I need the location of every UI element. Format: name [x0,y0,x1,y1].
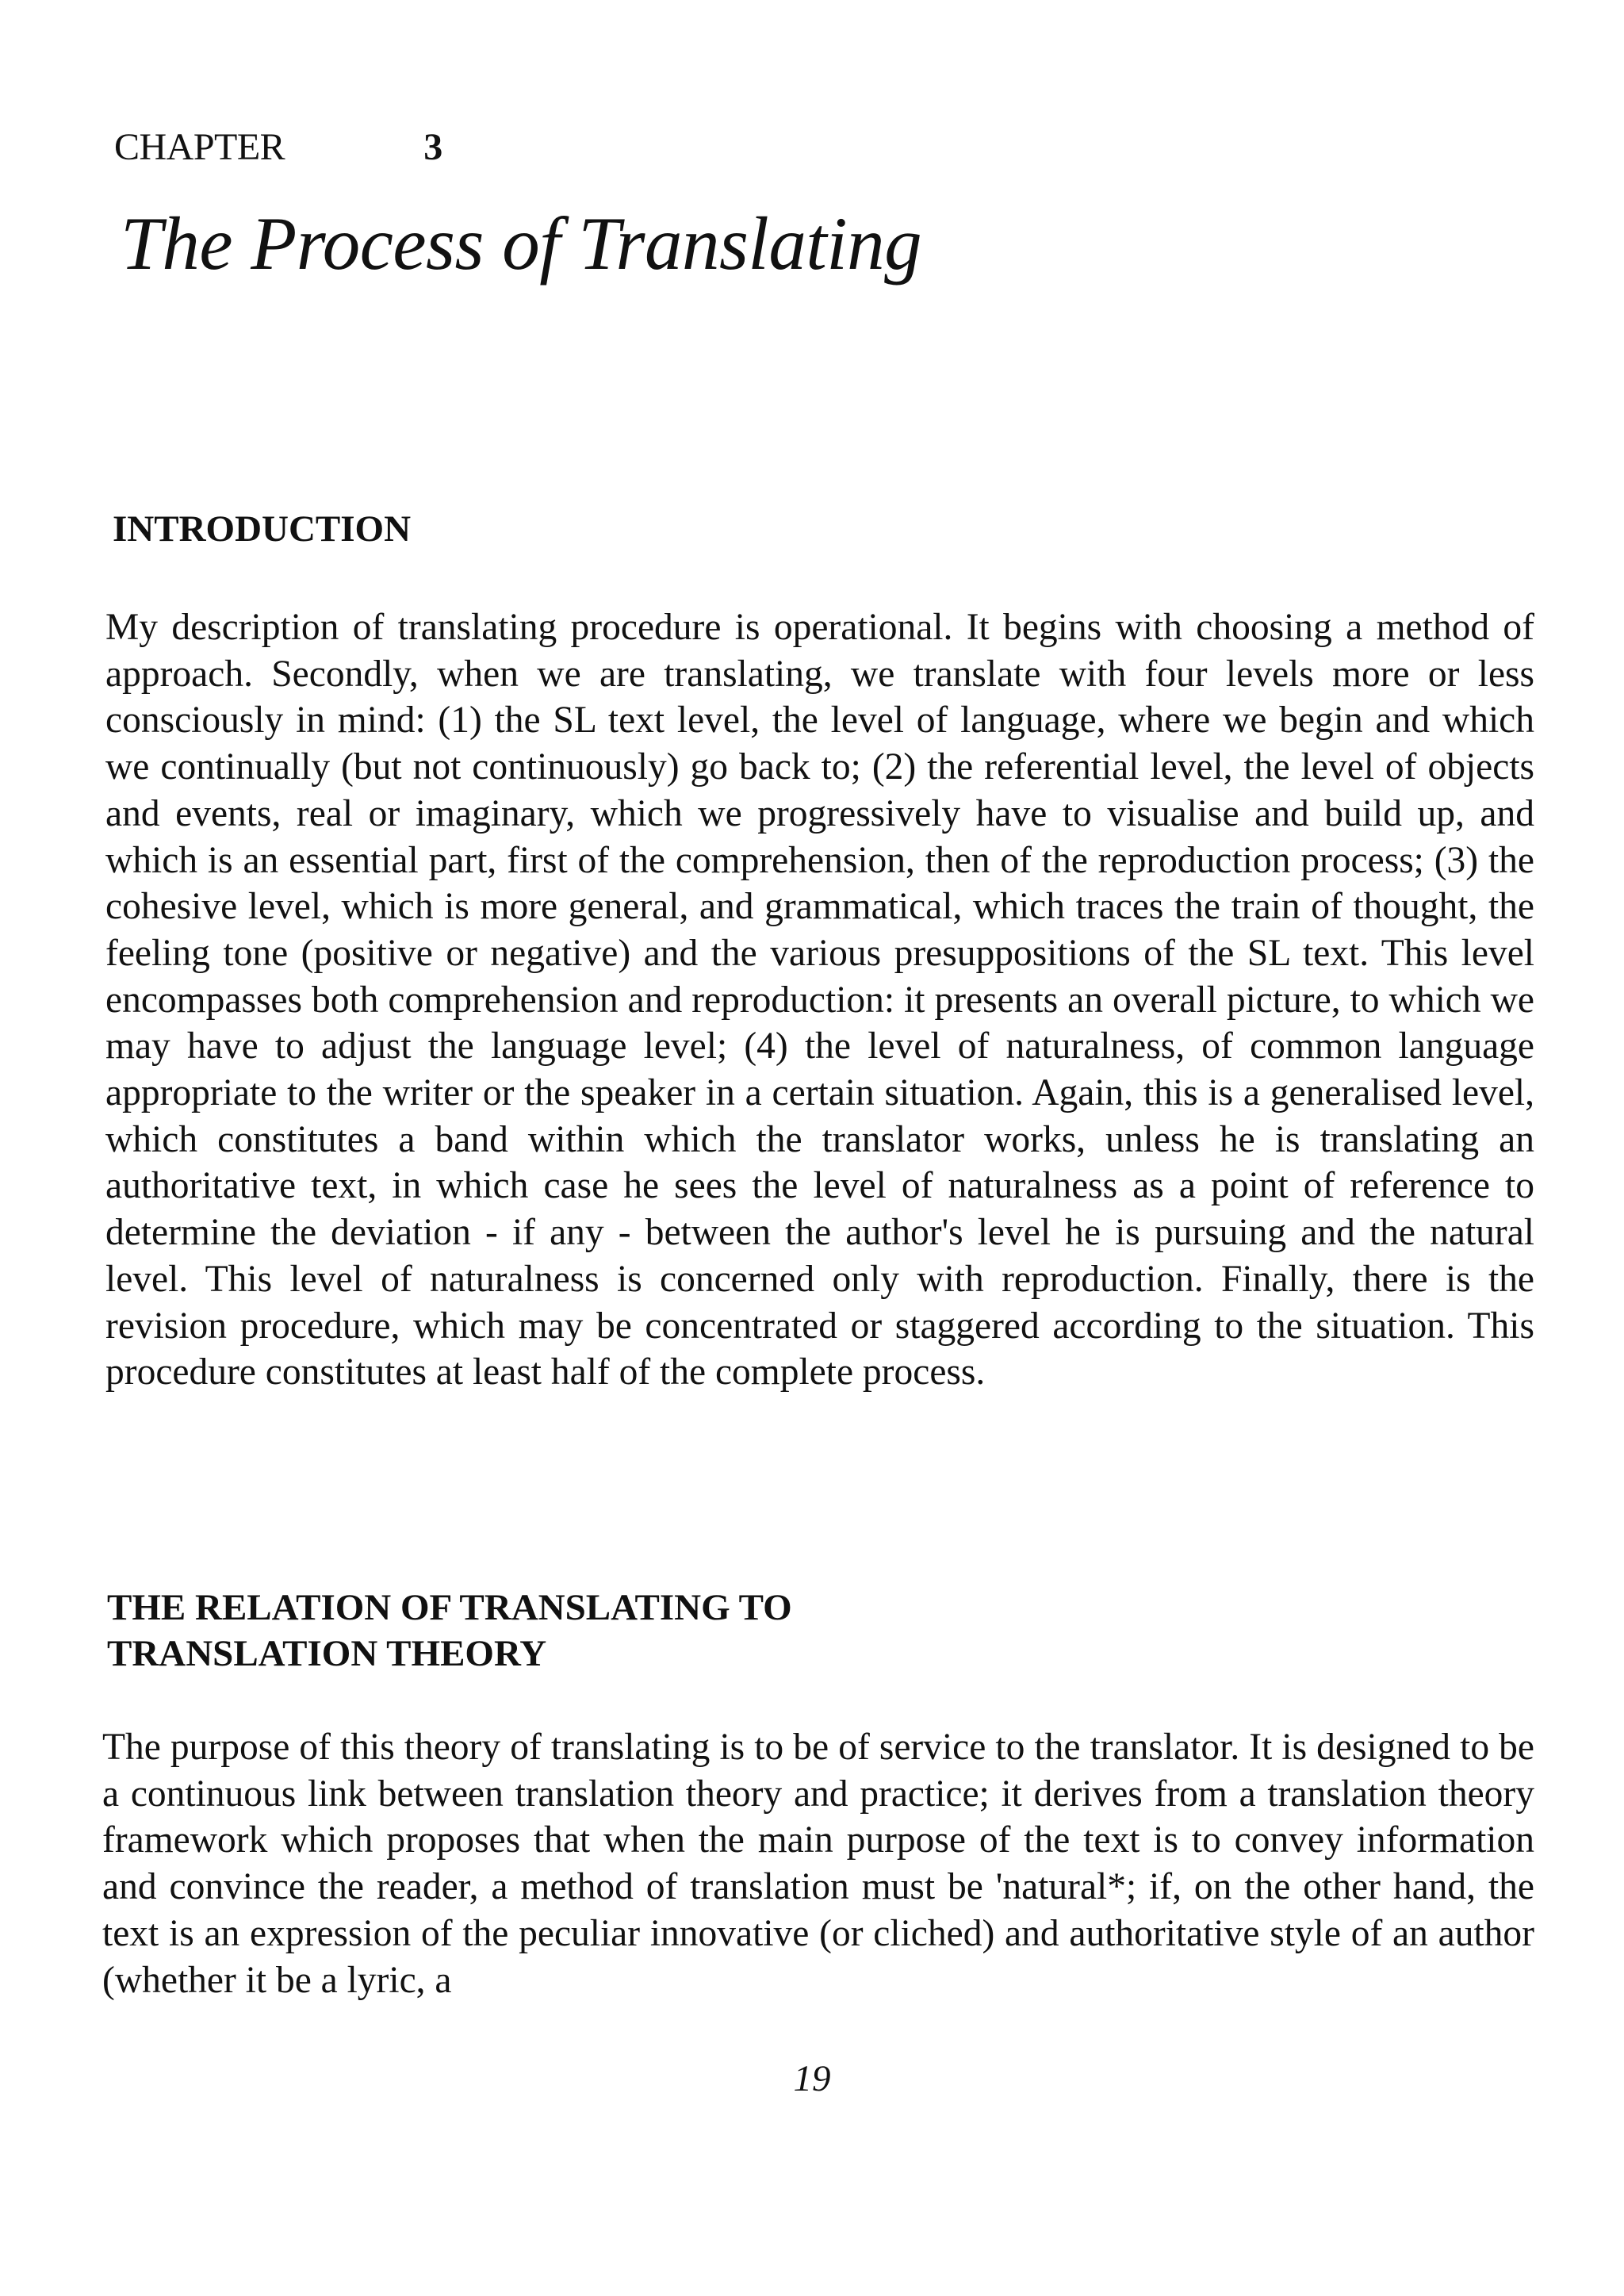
relation-paragraph: The purpose of this theory of translating is to be of service to the translator. It is designed to be a continuous link between translation theory and practice; it derives from a translation theory framework which proposes that when the main purpose of the text is to convey information and convince the reader, a method of translation must be 'natural*; if, on the other hand, the text is an expression of the peculiar innovative (or cliched) and authoritative style of an author (whether it be a lyric, a [102,1727,1534,2001]
page-number: 19 [793,2058,831,2099]
introduction-paragraph: My description of translating procedure is operational. It begins with choosing a method of approach. Secondly, when we are translating, we translate with four levels more or less consciously in mind: (1) the SL text level, the level of language, where we begin and which we continually (but not continuously) go back to; (2) the referential level, the level of objects and events, real or imaginary, which we progressively have to visualise and build up, and which is an essential part, first of the comprehension, then of the reproduction process; (3) the cohesive level, which is more general, and grammatical, which traces the train of thought, the feeling tone (positive or negative) and the various presuppositions of the SL text. This level encompasses both comprehension and reproduction: it presents an overall picture, to which we may have to adjust the language level; (4) the level of naturalness, of common language appropriate to the writer or the speaker in a certain situation. Again, this is a generalised level, which constitutes a band within which the translator works, unless he is translating an authoritative text, in which case he sees the level of naturalness as a point of reference to determine the deviation - if any - between the author's level he is pursuing and the natural level. This level of naturalness is concerned only with reproduction. Finally, there is the revision procedure, which may be concentrated or staggered according to the situation. This procedure constitutes at least half of the complete process. [105,607,1534,1393]
section-heading-introduction: INTRODUCTION [113,508,412,550]
chapter-title: The Process of Translating [121,201,922,286]
section-heading-relation [107,1585,979,1677]
chapter-label-line [114,119,442,176]
chapter-number: 3 [423,126,443,168]
chapter-label: CHAPTER [114,126,285,168]
section-heading-line-2: TRANSLATION THEORY [107,1633,547,1674]
section-heading-line-1: THE RELATION OF TRANSLATING TO [107,1587,792,1628]
